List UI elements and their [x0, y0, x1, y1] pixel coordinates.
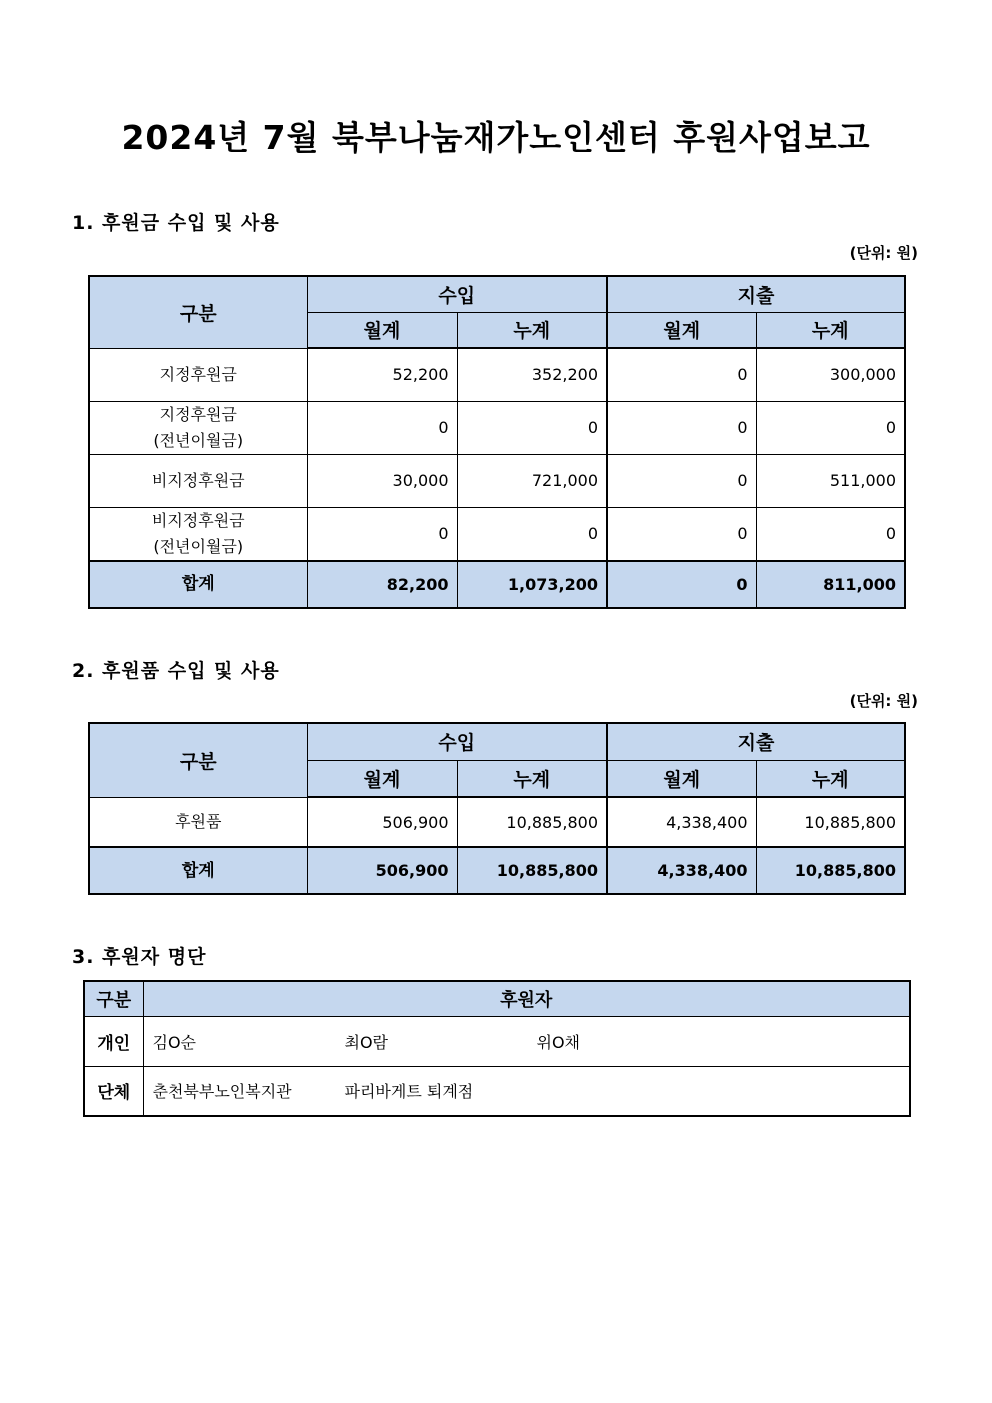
- donation-money-table: [88, 275, 906, 609]
- donor-names: [143, 1016, 910, 1066]
- row-label: 지정후원금: [89, 348, 307, 401]
- donor-names: [143, 1066, 910, 1116]
- page-title: 2024년 7월 북부나눔재가노인센터 후원사업보고: [121, 118, 871, 157]
- expense-cumulative-cell: 0: [756, 507, 905, 561]
- income-cumulative-cell: 0: [457, 401, 607, 454]
- header-category: 구분: [89, 723, 307, 797]
- header-expense-monthly: 월계: [607, 312, 756, 348]
- header-category: 구분: [84, 981, 143, 1016]
- total-income-monthly: 82,200: [307, 561, 457, 608]
- income-monthly-cell: 506,900: [307, 797, 457, 847]
- expense-cumulative-cell: 10,885,800: [756, 797, 905, 847]
- header-income: 수입: [307, 723, 607, 760]
- section2-unit: (단위: 원): [849, 692, 918, 710]
- table-row: [89, 454, 905, 507]
- expense-monthly-cell: 4,338,400: [607, 797, 756, 847]
- donor-name: 위O채: [536, 1032, 581, 1052]
- income-cumulative-cell: 0: [457, 507, 607, 561]
- expense-monthly-cell: 0: [607, 507, 756, 561]
- header-income-cumulative: 누계: [457, 760, 607, 797]
- total-expense-cumulative: 10,885,800: [756, 847, 905, 894]
- total-label: 합계: [89, 561, 307, 608]
- section2-heading: 2. 후원품 수입 및 사용: [72, 660, 280, 682]
- table-row: [89, 348, 905, 401]
- row-label: 비지정후원금: [89, 454, 307, 507]
- total-income-monthly: 506,900: [307, 847, 457, 894]
- header-category: 구분: [89, 276, 307, 348]
- total-label: 합계: [89, 847, 307, 894]
- table-row: [89, 507, 905, 561]
- donor-name: 춘천북부노인복지관: [152, 1082, 292, 1102]
- row-label: 지정후원금 (전년이월금): [89, 401, 307, 454]
- donor-row-individual: [84, 1016, 910, 1066]
- income-monthly-cell: 0: [307, 401, 457, 454]
- header-income-monthly: 월계: [307, 760, 457, 797]
- income-monthly-cell: 30,000: [307, 454, 457, 507]
- row-label: 단체: [84, 1066, 143, 1116]
- income-cumulative-cell: 721,000: [457, 454, 607, 507]
- income-monthly-cell: 0: [307, 507, 457, 561]
- expense-monthly-cell: 0: [607, 348, 756, 401]
- header-expense-monthly: 월계: [607, 760, 756, 797]
- table-row: [89, 797, 905, 847]
- total-row: [89, 561, 905, 608]
- donor-list-table: [83, 980, 911, 1117]
- header-income: 수입: [307, 276, 607, 312]
- row-label: 후원품: [89, 797, 307, 847]
- donor-row-group: [84, 1066, 910, 1116]
- section1-unit: (단위: 원): [849, 244, 918, 262]
- donor-name: 김O순: [152, 1032, 197, 1052]
- header-expense-cumulative: 누계: [756, 760, 905, 797]
- total-expense-cumulative: 811,000: [756, 561, 905, 608]
- total-expense-monthly: 0: [607, 561, 756, 608]
- header-expense: 지출: [607, 276, 905, 312]
- row-label: 비지정후원금 (전년이월금): [89, 507, 307, 561]
- income-monthly-cell: 52,200: [307, 348, 457, 401]
- expense-cumulative-cell: 300,000: [756, 348, 905, 401]
- row-label: 개인: [84, 1016, 143, 1066]
- expense-cumulative-cell: 0: [756, 401, 905, 454]
- total-expense-monthly: 4,338,400: [607, 847, 756, 894]
- expense-monthly-cell: 0: [607, 454, 756, 507]
- income-cumulative-cell: 10,885,800: [457, 797, 607, 847]
- total-income-cumulative: 1,073,200: [457, 561, 607, 608]
- header-income-cumulative: 누계: [457, 312, 607, 348]
- donation-goods-table: [88, 722, 906, 895]
- income-cumulative-cell: 352,200: [457, 348, 607, 401]
- header-expense-cumulative: 누계: [756, 312, 905, 348]
- donor-name: 최O람: [344, 1032, 389, 1052]
- section1-heading: 1. 후원금 수입 및 사용: [72, 212, 280, 234]
- header-expense: 지출: [607, 723, 905, 760]
- total-row: [89, 847, 905, 894]
- expense-monthly-cell: 0: [607, 401, 756, 454]
- donor-name: 파리바게트 퇴계점: [344, 1082, 474, 1102]
- expense-cumulative-cell: 511,000: [756, 454, 905, 507]
- total-income-cumulative: 10,885,800: [457, 847, 607, 894]
- header-donors: 후원자: [143, 981, 910, 1016]
- table-row: [89, 401, 905, 454]
- header-income-monthly: 월계: [307, 312, 457, 348]
- section3-heading: 3. 후원자 명단: [72, 946, 207, 968]
